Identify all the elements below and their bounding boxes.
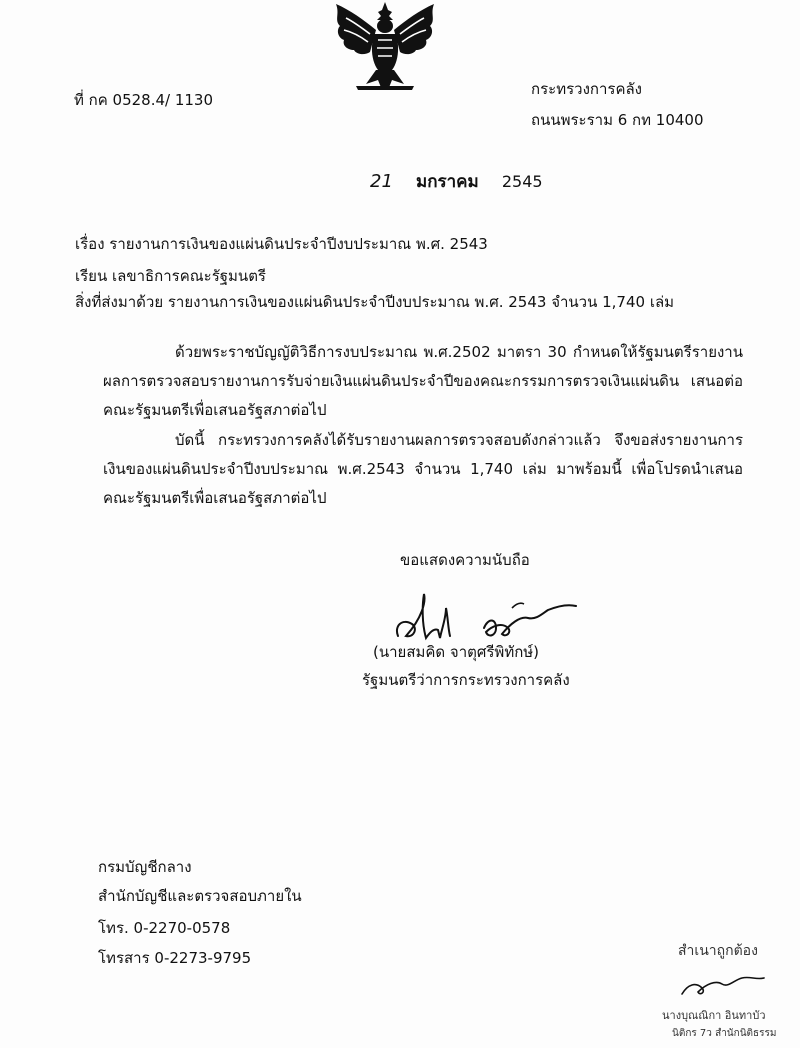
reference-number: ที่ กค 0528.4/ 1130: [74, 91, 214, 109]
date-day: 21: [370, 171, 393, 192]
footer-fax: โทรสาร 0-2273-9795: [98, 949, 252, 967]
certified-copy-label: สำเนาถูกต้อง: [678, 943, 758, 959]
footer-office: สำนักบัญชีและตรวจสอบภายใน: [98, 887, 302, 905]
date-year: 2545: [501, 172, 543, 191]
letter-date: [370, 168, 561, 195]
certifier-name: นางบุณณิกา อินทาบัว: [662, 1009, 766, 1022]
recipient-line: เรียน เลขาธิการคณะรัฐมนตรี: [75, 267, 266, 285]
garuda-emblem-icon: [326, 0, 444, 92]
closing-regards: ขอแสดงความนับถือ: [400, 551, 530, 569]
date-month: มกราคม: [416, 172, 479, 192]
signer-name: (นายสมคิด จาตุศรีพิทักษ์): [373, 643, 540, 661]
footer-department: กรมบัญชีกลาง: [98, 858, 192, 876]
ministry-name: กระทรวงการคลัง: [531, 80, 642, 98]
body-paragraph-2: บัดนี้ กระทรวงการคลังได้รับรายงานผลการตรวจสอบดังกล่าวแล้ว จึงขอส่งรายงานการเงินของแผ่นดินประจำปีงบประมาณ พ.ศ.2543 จำนวน 1,740 เล่ม มาพร้อมนี้ เพื่อโปรดนำเสนอคณะรัฐมนตรีเพื่อเสนอรัฐสภาต่อไป: [103, 431, 743, 507]
handwritten-signature: [392, 588, 582, 648]
signer-title: รัฐมนตรีว่าการกระทรวงการคลัง: [362, 671, 570, 689]
enclosure-line: สิ่งที่ส่งมาด้วย รายงานการเงินของแผ่นดินประจำปีงบประมาณ พ.ศ. 2543 จำนวน 1,740 เล่ม: [75, 293, 675, 311]
certifier-title: นิติกร 7ว สำนักนิติธรรม: [672, 1028, 777, 1039]
body-paragraph-1: ด้วยพระราชบัญญัติวิธีการงบประมาณ พ.ศ.2502 มาตรา 30 กำหนดให้รัฐมนตรีรายงานผลการตรวจสอบรายงานการรับจ่ายเงินแผ่นดินประจำปีของคณะกรรมการตรวจเงินแผ่นดิน เสนอต่อคณะรัฐมนตรีเพื่อเสนอรัฐสภาต่อไป: [103, 343, 743, 419]
ministry-address: ถนนพระราม 6 กท 10400: [531, 111, 704, 129]
subject-line: เรื่อง รายงานการเงินของแผ่นดินประจำปีงบประมาณ พ.ศ. 2543: [75, 235, 488, 253]
footer-phone: โทร. 0-2270-0578: [98, 919, 231, 937]
certifier-signature: [672, 966, 782, 1004]
